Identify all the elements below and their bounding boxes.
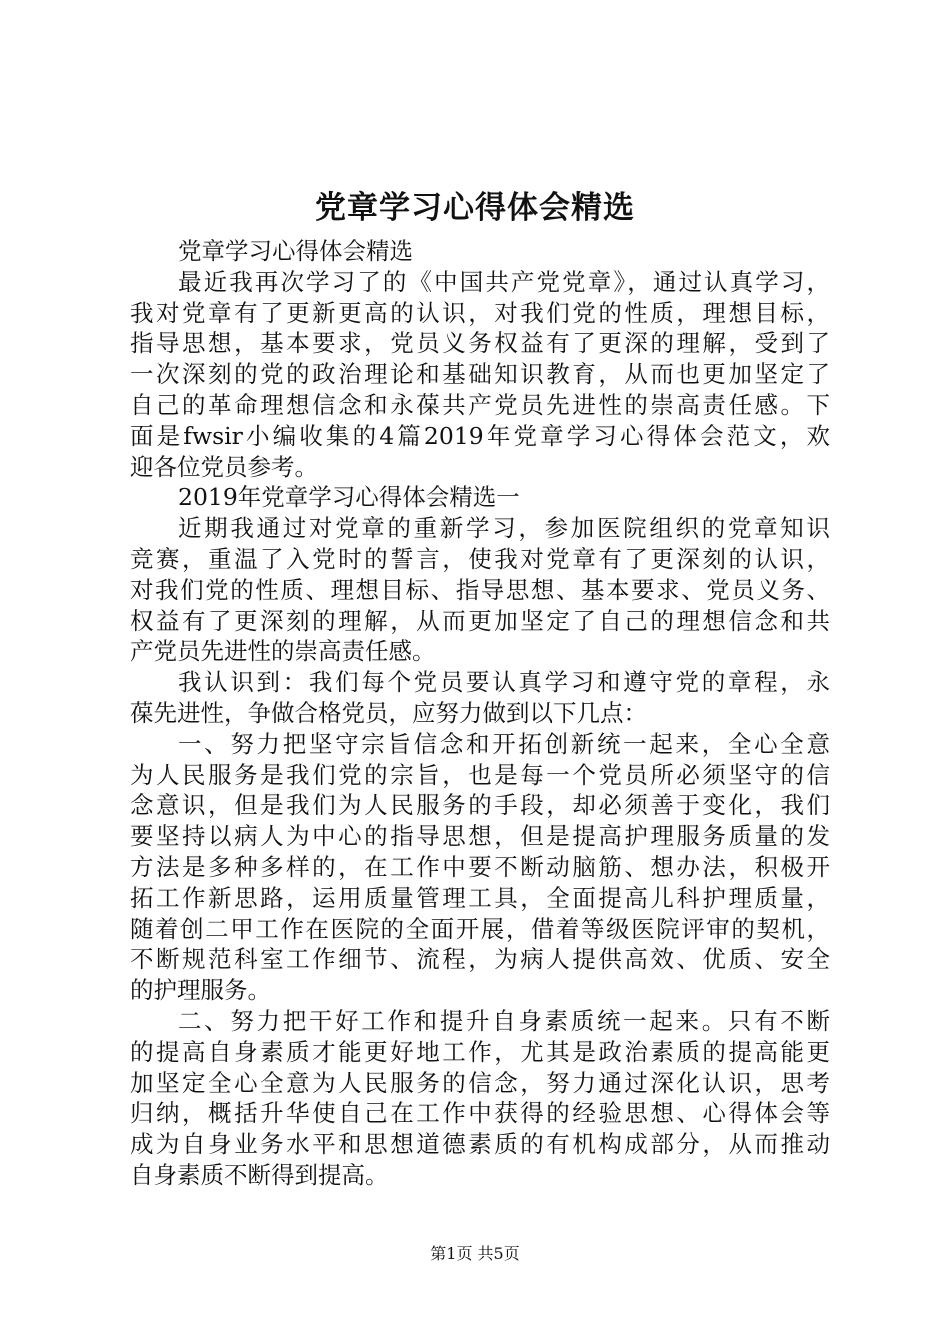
text-line: 迎各位党员参考。 [130,452,318,481]
text-line: 归纳，概括升华使自己在工作中获得的经验思想、心得体会等 [130,1099,830,1128]
document-body [130,236,830,1191]
text-line: 葆先进性，争做合格党员，应努力做到以下几点： [130,698,647,727]
text-line: 方法是多种多样的，在工作中要不断动脑筋、想办法，积极开 [130,852,830,881]
text-line: 产党员先进性的崇高责任感。 [130,637,436,666]
text-line: 我对党章有了更新更高的认识，对我们党的性质，理想目标， [130,298,830,327]
text-line: 权益有了更深刻的理解，从而更加坚定了自己的理想信念和共 [130,606,830,635]
text-line: 对我们党的性质、理想目标、指导思想、基本要求、党员义务、 [130,575,830,604]
text-line: 一次深刻的党的政治理论和基础知识教育，从而也更加坚定了 [130,360,830,389]
text-line: 党章学习心得体会精选 [178,237,413,265]
text-line: 近期我通过对党章的重新学习，参加医院组织的党章知识 [178,514,830,543]
text-line: 自身素质不断得到提高。 [130,1160,389,1189]
text-line: 不断规范科室工作细节、流程，为病人提供高效、优质、安全 [130,945,830,974]
text-line: 二、努力把干好工作和提升自身素质统一起来。只有不断 [178,1006,830,1035]
text-line: 念意识，但是我们为人民服务的手段，却必须善于变化，我们 [130,791,830,820]
text-line: 2019年党章学习心得体会精选一 [178,483,520,512]
document-title: 党章学习心得体会精选 [315,190,635,226]
text-line: 要坚持以病人为中心的指导思想，但是提高护理服务质量的发 [130,822,830,851]
text-line: 为人民服务是我们党的宗旨，也是每一个党员所必须坚守的信 [130,760,830,789]
text-line: 拓工作新思路，运用质量管理工具，全面提高儿科护理质量， [130,883,830,912]
text-line: 自己的革命理想信念和永葆共产党员先进性的崇高责任感。下 [130,390,830,419]
text-line: 成为自身业务水平和思想道德素质的有机构成部分，从而推动 [130,1130,830,1159]
text-line: 的提高自身素质才能更好地工作，尤其是政治素质的提高能更 [130,1037,830,1066]
text-line: 面是fwsir小编收集的4篇2019年党章学习心得体会范文，欢 [130,421,830,450]
text-line: 加坚定全心全意为人民服务的信念，努力通过深化认识，思考 [130,1068,830,1097]
text-line: 随着创二甲工作在医院的全面开展，借着等级医院评审的契机， [130,914,830,943]
text-line: 的护理服务。 [130,976,271,1005]
text-line: 指导思想，基本要求，党员义务权益有了更深的理解，受到了 [130,329,830,358]
text-line: 最近我再次学习了的《中国共产党党章》，通过认真学习， [178,267,830,296]
text-line: 竞赛，重温了入党时的誓言，使我对党章有了更深刻的认识， [130,544,830,573]
text-line: 一、努力把坚守宗旨信念和开拓创新统一起来，全心全意 [178,729,830,758]
text-line: 我认识到：我们每个党员要认真学习和遵守党的章程，永 [178,668,830,697]
page-footer: 第1页 共5页 [430,1244,520,1263]
